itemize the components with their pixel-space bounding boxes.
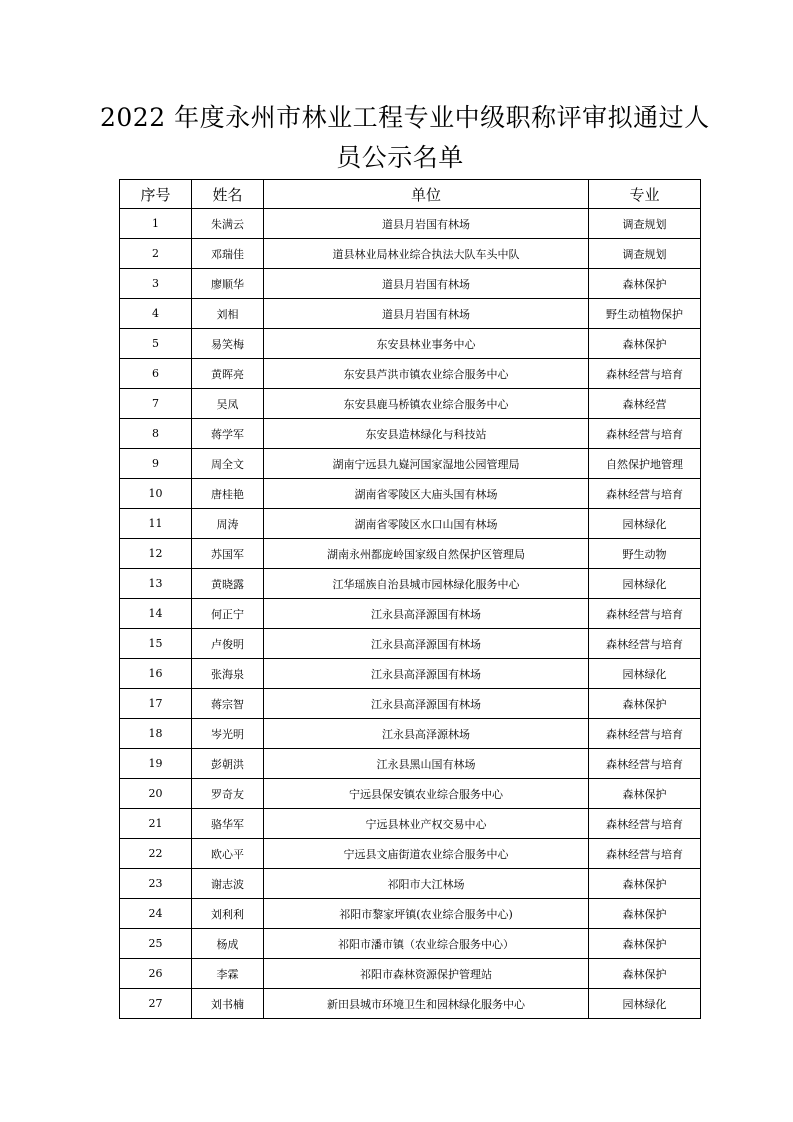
table-row [120, 509, 701, 539]
cell-major: 园林绿化 [589, 569, 701, 599]
cell-major: 调查规划 [589, 209, 701, 239]
cell-unit: 江永县高泽源国有林场 [264, 599, 589, 629]
cell-no: 1 [120, 209, 192, 239]
table-row [120, 689, 701, 719]
cell-no: 10 [120, 479, 192, 509]
header-no: 序号 [120, 180, 192, 209]
table-row [120, 809, 701, 839]
cell-major: 园林绿化 [589, 509, 701, 539]
cell-unit: 江永县黑山国有林场 [264, 749, 589, 779]
cell-no: 25 [120, 929, 192, 959]
cell-unit: 道县月岩国有林场 [264, 209, 589, 239]
title-line-2: 员公示名单 [336, 143, 464, 172]
cell-unit: 道县林业局林业综合执法大队车头中队 [264, 239, 589, 269]
cell-unit: 新田县城市环境卫生和园林绿化服务中心 [264, 989, 589, 1019]
table-row [120, 959, 701, 989]
cell-no: 6 [120, 359, 192, 389]
table-row [120, 449, 701, 479]
cell-unit: 宁远县保安镇农业综合服务中心 [264, 779, 589, 809]
cell-major: 森林经营与培育 [589, 809, 701, 839]
cell-no: 17 [120, 689, 192, 719]
cell-unit: 东安县芦洪市镇农业综合服务中心 [264, 359, 589, 389]
cell-name: 刘书楠 [192, 989, 264, 1019]
table-row [120, 989, 701, 1019]
roster-table [119, 179, 701, 1019]
cell-unit: 祁阳市大江林场 [264, 869, 589, 899]
cell-major: 野生动植物保护 [589, 299, 701, 329]
cell-unit: 江永县高泽源国有林场 [264, 689, 589, 719]
cell-name: 卢俊明 [192, 629, 264, 659]
cell-no: 23 [120, 869, 192, 899]
table-row [120, 299, 701, 329]
cell-no: 4 [120, 299, 192, 329]
cell-no: 22 [120, 839, 192, 869]
cell-unit: 江永县高泽源国有林场 [264, 629, 589, 659]
table-row [120, 329, 701, 359]
cell-no: 13 [120, 569, 192, 599]
table-row [120, 719, 701, 749]
cell-name: 唐桂艳 [192, 479, 264, 509]
cell-major: 森林保护 [589, 269, 701, 299]
cell-major: 森林保护 [589, 329, 701, 359]
cell-unit: 东安县林业事务中心 [264, 329, 589, 359]
table-row [120, 539, 701, 569]
cell-unit: 东安县造林绿化与科技站 [264, 419, 589, 449]
table-row [120, 419, 701, 449]
cell-no: 5 [120, 329, 192, 359]
cell-unit: 湖南永州都庞岭国家级自然保护区管理局 [264, 539, 589, 569]
cell-name: 罗奇友 [192, 779, 264, 809]
cell-no: 12 [120, 539, 192, 569]
cell-no: 2 [120, 239, 192, 269]
cell-major: 森林经营与培育 [589, 479, 701, 509]
cell-name: 朱满云 [192, 209, 264, 239]
cell-no: 3 [120, 269, 192, 299]
cell-name: 蒋学军 [192, 419, 264, 449]
cell-major: 森林经营与培育 [589, 749, 701, 779]
cell-major: 自然保护地管理 [589, 449, 701, 479]
cell-major: 园林绿化 [589, 989, 701, 1019]
cell-major: 调查规划 [589, 239, 701, 269]
cell-name: 周全文 [192, 449, 264, 479]
cell-major: 园林绿化 [589, 659, 701, 689]
cell-no: 26 [120, 959, 192, 989]
table-row [120, 239, 701, 269]
cell-name: 黄晖亮 [192, 359, 264, 389]
table-row [120, 359, 701, 389]
cell-no: 9 [120, 449, 192, 479]
cell-major: 森林保护 [589, 689, 701, 719]
cell-no: 27 [120, 989, 192, 1019]
cell-unit: 道县月岩国有林场 [264, 269, 589, 299]
table-row [120, 389, 701, 419]
cell-no: 8 [120, 419, 192, 449]
cell-name: 李霖 [192, 959, 264, 989]
cell-name: 谢志波 [192, 869, 264, 899]
cell-major: 森林经营与培育 [589, 719, 701, 749]
table-header [120, 180, 701, 209]
header-major: 专业 [589, 180, 701, 209]
header-unit: 单位 [264, 180, 589, 209]
table-row [120, 929, 701, 959]
cell-unit: 江永县高泽源国有林场 [264, 659, 589, 689]
table-row [120, 209, 701, 239]
cell-no: 24 [120, 899, 192, 929]
table-row [120, 839, 701, 869]
document-title [100, 98, 710, 178]
cell-major: 森林保护 [589, 869, 701, 899]
cell-name: 廖顺华 [192, 269, 264, 299]
cell-name: 欧心平 [192, 839, 264, 869]
cell-unit: 湖南省零陵区大庙头国有林场 [264, 479, 589, 509]
cell-major: 野生动物 [589, 539, 701, 569]
table-row [120, 749, 701, 779]
cell-no: 14 [120, 599, 192, 629]
cell-name: 岑光明 [192, 719, 264, 749]
cell-no: 15 [120, 629, 192, 659]
cell-name: 骆华军 [192, 809, 264, 839]
cell-name: 邓瑞佳 [192, 239, 264, 269]
table-row [120, 479, 701, 509]
cell-no: 11 [120, 509, 192, 539]
cell-major: 森林保护 [589, 929, 701, 959]
cell-no: 18 [120, 719, 192, 749]
table-row [120, 599, 701, 629]
header-row [120, 180, 701, 209]
cell-no: 16 [120, 659, 192, 689]
cell-major: 森林经营与培育 [589, 419, 701, 449]
cell-unit: 宁远县林业产权交易中心 [264, 809, 589, 839]
cell-unit: 祁阳市森林资源保护管理站 [264, 959, 589, 989]
cell-major: 森林保护 [589, 959, 701, 989]
cell-unit: 江永县高泽源林场 [264, 719, 589, 749]
cell-no: 20 [120, 779, 192, 809]
table-row [120, 899, 701, 929]
cell-unit: 道县月岩国有林场 [264, 299, 589, 329]
cell-no: 21 [120, 809, 192, 839]
table-row [120, 629, 701, 659]
table-body [120, 209, 701, 1019]
cell-name: 吴凤 [192, 389, 264, 419]
cell-major: 森林保护 [589, 779, 701, 809]
cell-unit: 东安县鹿马桥镇农业综合服务中心 [264, 389, 589, 419]
table-row [120, 869, 701, 899]
cell-unit: 祁阳市潘市镇（农业综合服务中心） [264, 929, 589, 959]
cell-major: 森林经营与培育 [589, 359, 701, 389]
cell-unit: 祁阳市黎家坪镇(农业综合服务中心) [264, 899, 589, 929]
cell-name: 苏国军 [192, 539, 264, 569]
cell-no: 7 [120, 389, 192, 419]
cell-unit: 江华瑶族自治县城市园林绿化服务中心 [264, 569, 589, 599]
cell-unit: 湖南宁远县九嶷河国家湿地公园管理局 [264, 449, 589, 479]
cell-unit: 宁远县文庙街道农业综合服务中心 [264, 839, 589, 869]
cell-unit: 湖南省零陵区水口山国有林场 [264, 509, 589, 539]
header-name: 姓名 [192, 180, 264, 209]
title-line-1: 2022 年度永州市林业工程专业中级职称评审拟通过人 [100, 103, 710, 132]
cell-name: 刘相 [192, 299, 264, 329]
cell-name: 杨成 [192, 929, 264, 959]
cell-major: 森林经营 [589, 389, 701, 419]
cell-no: 19 [120, 749, 192, 779]
cell-major: 森林经营与培育 [589, 629, 701, 659]
table-row [120, 269, 701, 299]
cell-name: 彭朝洪 [192, 749, 264, 779]
cell-name: 刘利利 [192, 899, 264, 929]
cell-major: 森林保护 [589, 899, 701, 929]
cell-name: 周涛 [192, 509, 264, 539]
table-row [120, 779, 701, 809]
cell-name: 蒋宗智 [192, 689, 264, 719]
table-row [120, 659, 701, 689]
cell-name: 张海泉 [192, 659, 264, 689]
cell-name: 何正宁 [192, 599, 264, 629]
cell-name: 易笑梅 [192, 329, 264, 359]
cell-name: 黄晓露 [192, 569, 264, 599]
table-row [120, 569, 701, 599]
cell-major: 森林经营与培育 [589, 599, 701, 629]
cell-major: 森林经营与培育 [589, 839, 701, 869]
